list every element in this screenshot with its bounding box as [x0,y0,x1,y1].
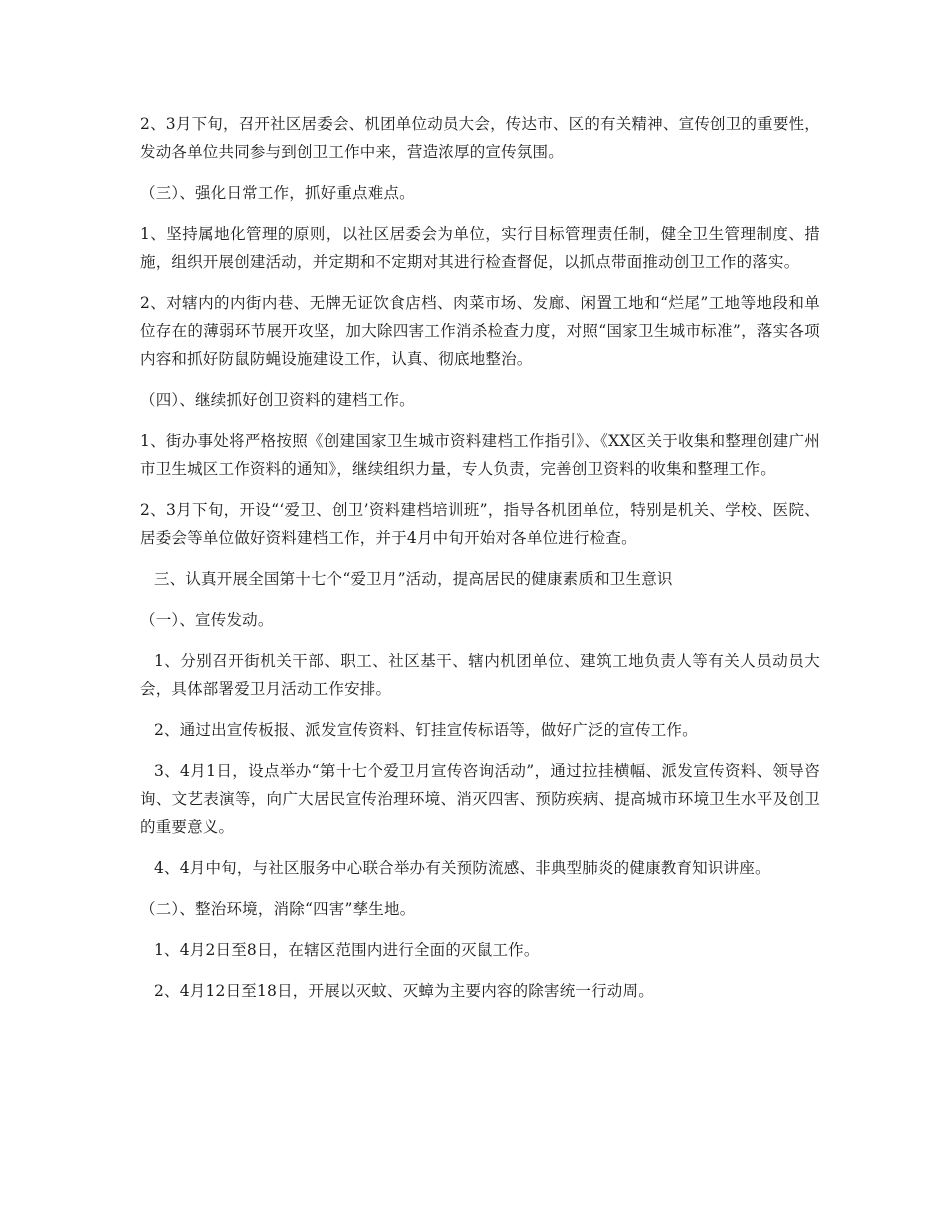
paragraph-11: 2、4月12日至18日，开展以灭蚊、灭蟑为主要内容的除害统一行动周。 [153,982,654,1000]
paragraph-8: 3、4月1日，设点举办“第十七个爱卫月宣传咨询活动”，通过拉挂横幅、派发宣传资料、领导咨询、文艺表演等，向广大居民宣传治理环境、消灭四害、预防疾病、提高城市环境卫生水平及创卫的重要意义。 [140,762,820,836]
paragraph-2: 1、坚持属地化管理的原则，以社区居委会为单位，实行目标管理责任制，健全卫生管理制度、措施，组织开展创建活动，并定期和不定期对其进行检查督促，以抓点带面推动创卫工作的落实。 [140,225,820,271]
section-heading-3: 三、认真开展全国第十七个“爱卫月”活动，提高居民的健康素质和卫生意识 [153,570,673,588]
paragraph-9: 4、4月中旬，与社区服务中心联合举办有关预防流感、非典型肺炎的健康教育知识讲座。 [153,859,771,877]
paragraph-10: 1、4月2日至8日，在辖区范围内进行全面的灭鼠工作。 [153,941,540,959]
paragraph-6: 1、分别召开街机关干部、职工、社区基干、辖内机团单位、建筑工地负责人等有关人员动员大会，具体部署爱卫月活动工作安排。 [140,652,820,698]
paragraph-5: 2、3月下旬，开设“‘爱卫、创卫’资料建档培训班”，指导各机团单位，特别是机关、学校、医院、居委会等单位做好资料建档工作，并于4月中旬开始对各单位进行检查。 [140,501,820,547]
subheading-2: （二）、整治环境，消除“四害”孳生地。 [140,900,416,918]
paragraph-4: 1、街办事处将严格按照《创建国家卫生城市资料建档工作指引》、《XX区关于收集和整理创建广州市卫生城区工作资料的通知》，继续组织力量，专人负责，完善创卫资料的收集和整理工作。 [140,432,820,478]
paragraph-7: 2、通过出宣传板报、派发宣传资料、钉挂宣传标语等，做好广泛的宣传工作。 [153,721,698,739]
subheading-1: （一）、宣传发动。 [140,611,274,629]
paragraph-3: 2、对辖内的内街内巷、无牌无证饮食店档、肉菜市场、发廊、闲置工地和“烂尾”工地等地段和单位存在的薄弱环节展开攻坚，加大除四害工作消杀检查力度，对照“国家卫生城市标准”，落实各项内容和抓好防鼠防蝇设施建设工作，认真、彻底地整治。 [140,294,820,368]
subheading-4: （四）、继续抓好创卫资料的建档工作。 [140,391,415,409]
subheading-3: （三）、强化日常工作，抓好重点难点。 [140,184,415,202]
document-page [140,110,820,1018]
paragraph-1: 2、3月下旬，召开社区居委会、机团单位动员大会，传达市、区的有关精神、宣传创卫的重要性，发动各单位共同参与到创卫工作中来，营造浓厚的宣传氛围。 [140,115,820,161]
